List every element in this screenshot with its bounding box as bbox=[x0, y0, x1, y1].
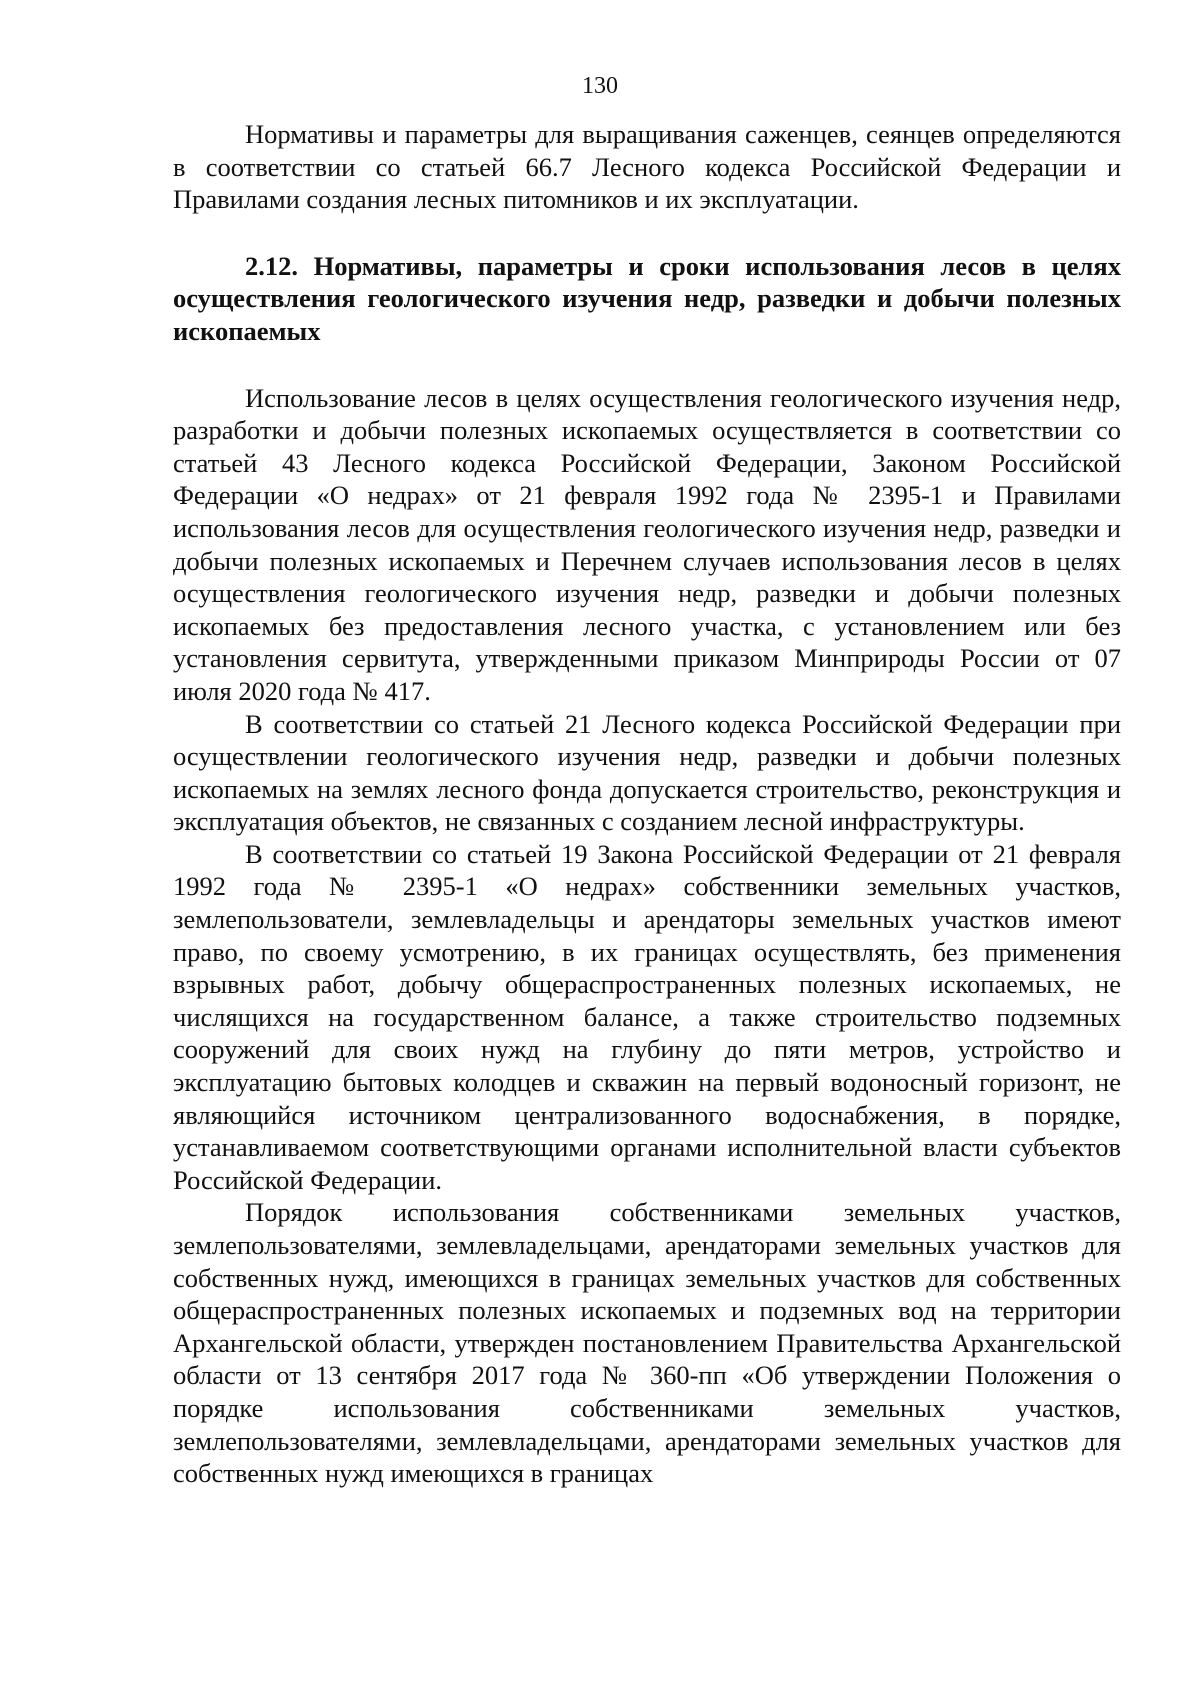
body-paragraph: Порядок использования собственниками земельных участков, землепользователями, землевладельцами, арендаторами земельных участков для собственных нужд, имеющихся в границах земельных участков для собственных общераспространенных полезных ископаемых и подземных вод на территории Архангельской области, утвержден постановлением Правительства Архангельской области от 13 сентября 2017 года № 360-пп «Об утверждении Положения о порядке использования собственниками земельных участков, землепользователями, землевладельцами, арендаторами земельных участков для собственных нужд имеющихся в границах bbox=[173, 1197, 1121, 1489]
section-heading: 2.12. Нормативы, параметры и сроки использования лесов в целях осуществления геологического изучения недр, разведки и добычи полезных ископаемых bbox=[173, 250, 1121, 346]
page-body bbox=[173, 118, 1121, 1490]
body-paragraph: Использование лесов в целях осуществления геологического изучения недр, разработки и добычи полезных ископаемых осуществляется в соответствии со статьей 43 Лесного кодекса Российской Федерации, Законом Российской Федерации «О недрах» от 21 февраля 1992 года № 2395-1 и Правилами использования лесов для осуществления геологического изучения недр, разведки и добычи полезных ископаемых и Перечнем случаев использования лесов в целях осуществления геологического изучения недр, разведки и добычи полезных ископаемых без предоставления лесного участка, с установлением или без установления сервитута, утвержденными приказом Минприроды России от 07 июля 2020 года № 417. bbox=[173, 382, 1121, 706]
body-paragraph: В соответствии со статьей 19 Закона Российской Федерации от 21 февраля 1992 года № 2395-1 «О недрах» собственники земельных участков, землепользователи, землевладельцы и арендаторы земельных участков имеют право, по своему усмотрению, в их границах осуществлять, без применения взрывных работ, добычу общераспространенных полезных ископаемых, не числящихся на государственном балансе, а также строительство подземных сооружений для своих нужд на глубину до пяти метров, устройство и эксплуатацию бытовых колодцев и скважин на первый водоносный горизонт, не являющийся источником централизованного водоснабжения, в порядке, устанавливаемом соответствующими органами исполнительной власти субъектов Российской Федерации. bbox=[173, 838, 1121, 1195]
page-number: 130 bbox=[582, 73, 618, 99]
body-paragraph: В соответствии со статьей 21 Лесного кодекса Российской Федерации при осуществлении геологического изучения недр, разведки и добычи полезных ископаемых на землях лесного фонда допускается строительство, реконструкция и эксплуатация объектов, не связанных с созданием лесной инфраструктуры. bbox=[173, 708, 1121, 837]
intro-paragraph: Нормативы и параметры для выращивания саженцев, сеянцев определяются в соответствии со статьей 66.7 Лесного кодекса Российской Федерации и Правилами создания лесных питомников и их эксплуатации. bbox=[173, 119, 1121, 215]
